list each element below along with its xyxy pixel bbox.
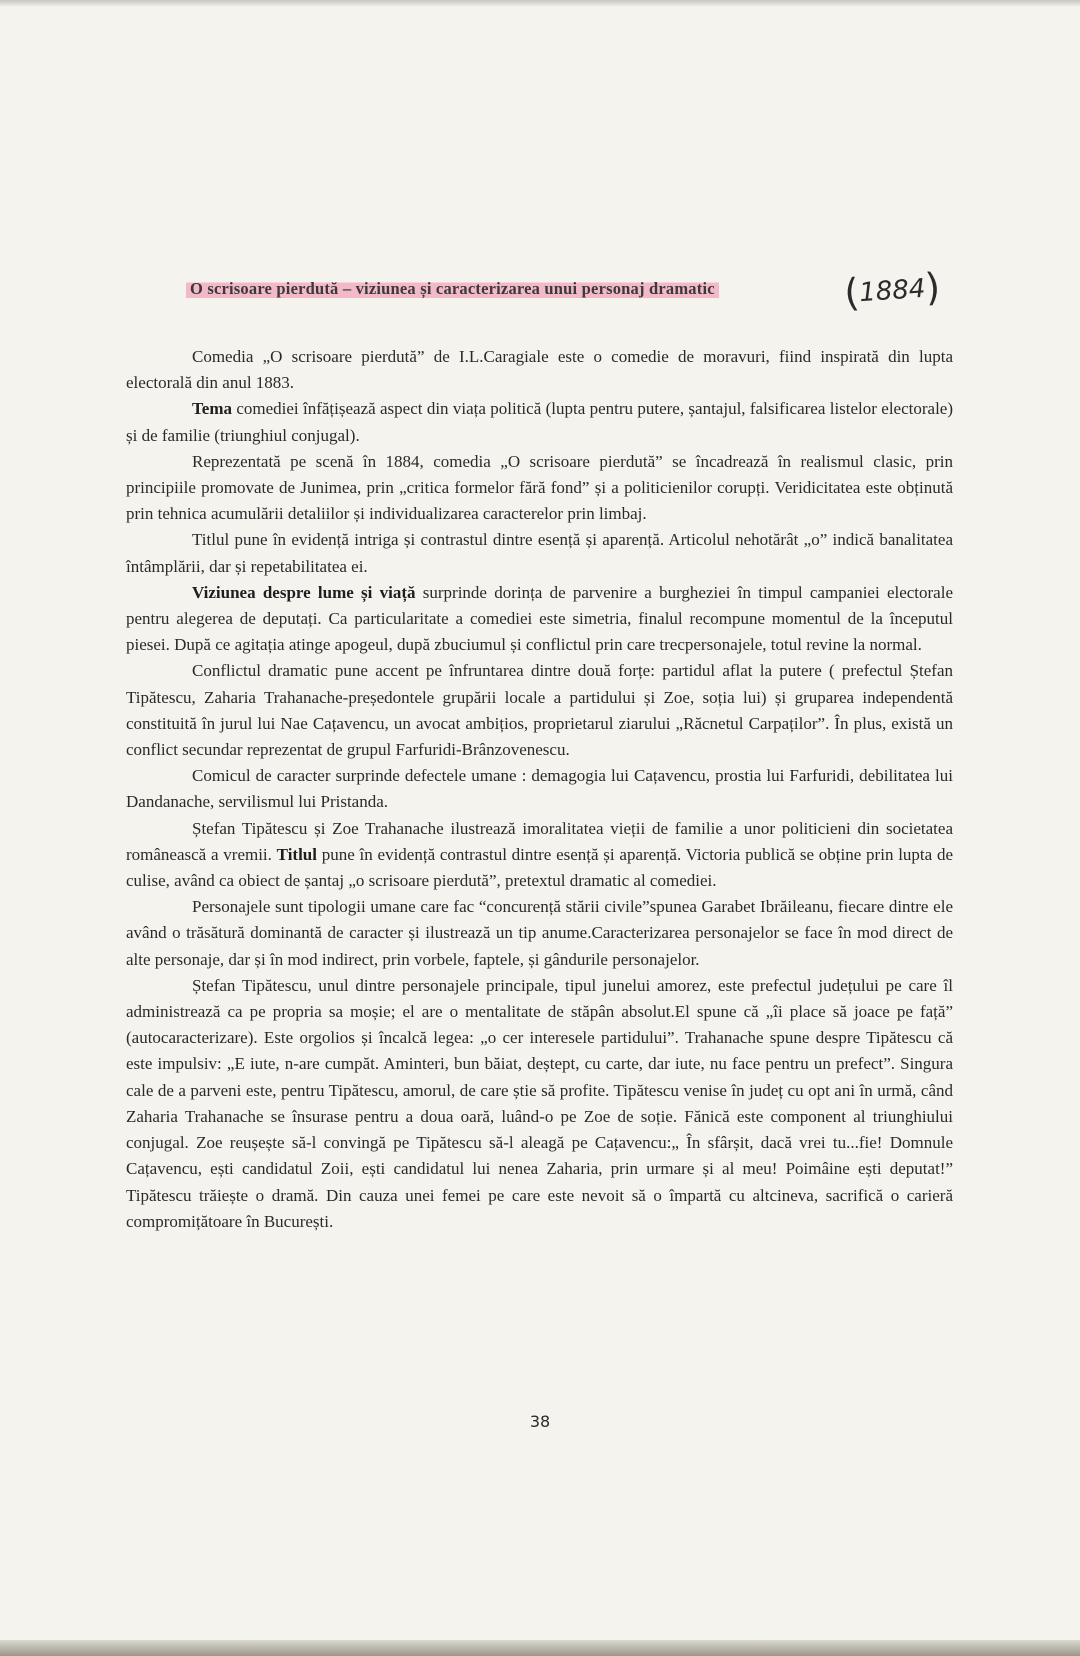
handwritten-close-paren: ) (923, 264, 942, 310)
paragraph-personaje: Personajele sunt tipologii umane care fac “concurență stării civile”spunea Garabet Ibrăileanu, fiecare dintre ele având o trăsătură dominantă de caracter și ilustrează un tip anume.Caracterizarea personajelor se face în mod direct de alte personaje, dar și în mod indirect, prin vorbele, faptele, și gândurile personajelor. (126, 897, 953, 969)
scan-bottom-edge (0, 1640, 1080, 1656)
paragraph-tema: Tema comediei înfățișează aspect din viața politică (lupta pentru putere, șantajul, falsificarea listelor electorale) și de familie (triunghiul conjugal). (126, 399, 953, 445)
body-text (126, 344, 953, 1235)
paragraph-tipatescu: Ștefan Tipătescu, unul dintre personajele principale, tipul junelui amorez, este prefectul județului pe care îl administrează ca pe propria sa moșie; el are o mentalitate de stăpân absolut.El spune că „îi place să joace pe față” (autocaracterizare). Este orgolios și încalcă legea: „o cer interesele partidului”. Trahanache spune despre Tipătescu că este impulsiv: „E iute, n-are cumpăt. Aminteri, bun băiat, deștept, cu carte, dar iute, nu face pentru un prefect”. Singura cale de a parveni este, pentru Tipătescu, amorul, de care știe să profite. Tipătescu venise în județ cu opt ani în urmă, când Zaharia Trahanache se însurase pentru a doua oară, luând-o pe Zoe de soție. Fănică este component al triunghiului conjugal. Zoe reușește să-l convingă pe Tipătescu să-l aleagă pe Cațavencu:„ În sfârșit, dacă vrei tu...fie! Domnule Cațavencu, ești candidatul Zoii, ești candidatul lui nenea Zaharia, prin urmare și al meu! Poimâine ești deputat!” Tipătescu trăiește o dramă. Din cauza unei femei pe care este nevoit să o împartă cu altcineva, sacrifică o carieră compromițătoare în București. (126, 975, 953, 1231)
paragraph-intro: Comedia „O scrisoare pierdută” de I.L.Caragiale este o comedie de moravuri, fiind inspirată din lupta electorală din anul 1883. (126, 347, 953, 393)
handwritten-open-paren: ( (842, 270, 861, 316)
handwritten-year-note (842, 261, 942, 316)
scan-top-edge (0, 0, 1080, 7)
title-row (186, 264, 966, 314)
handwritten-year: 1884 (858, 273, 927, 309)
page-number: 38 (529, 1412, 551, 1431)
paragraph-titlu: Titlul pune în evidență intriga și contrastul dintre esență și aparență. Articolul nehotărât „o” indică banalitatea întâmplării, dar și repetabilitatea ei. (126, 530, 953, 576)
page-title: O scrisoare pierdută – viziunea și caracterizarea unui personaj dramatic (186, 278, 719, 300)
paragraph-comic: Comicul de caracter surprinde defectele umane : demagogia lui Cațavencu, prostia lui Farfuridi, debilitatea lui Dandanache, servilismul lui Pristanda. (126, 766, 953, 812)
paragraph-conflict: Conflictul dramatic pune accent pe înfruntarea dintre două forțe: partidul aflat la putere ( prefectul Ștefan Tipătescu, Zaharia Trahanache-președontele grupării locale a partidului și Zoe, soția lui) și gruparea independentă constituită în jurul lui Nae Cațavencu, un avocat ambițios, proprietarul ziarului „Răcnetul Carpaților”. În plus, există un conflict secundar reprezentat de grupul Farfuridi-Brânzovenescu. (126, 661, 953, 760)
paragraph-imoralitate: Ștefan Tipătescu și Zoe Trahanache ilustrează imoralitatea vieții de familie a unor politicieni din societatea românească a vremii. Titlul pune în evidență contrastul dintre esență și aparență. Victoria publică se obține prin lupta de culise, având ca obiect de șantaj „o scrisoare pierdută”, pretextul dramatic al comediei. (126, 818, 953, 891)
paragraph-viziunea: Viziunea despre lume și viață surprinde dorința de parvenire a burgheziei în timpul campaniei electorale pentru alegerea de deputați. Ca particularitate a comediei este simetria, finalul recompune momentul de la începutul piesei. După ce agitația atinge apogeul, după zbuciumul și conflictul prin care trecpersonajele, totul revine la normal. (126, 582, 953, 655)
paragraph-realism: Reprezentată pe scenă în 1884, comedia „O scrisoare pierdută” se încadrează în realismul clasic, prin principiile promovate de Junimea, prin „critica formelor fără fond” și a politicienilor corupți. Veridicitatea este obținută prin tehnica acumulării detaliilor și individualizarea caracterelor prin limbaj. (126, 451, 953, 524)
